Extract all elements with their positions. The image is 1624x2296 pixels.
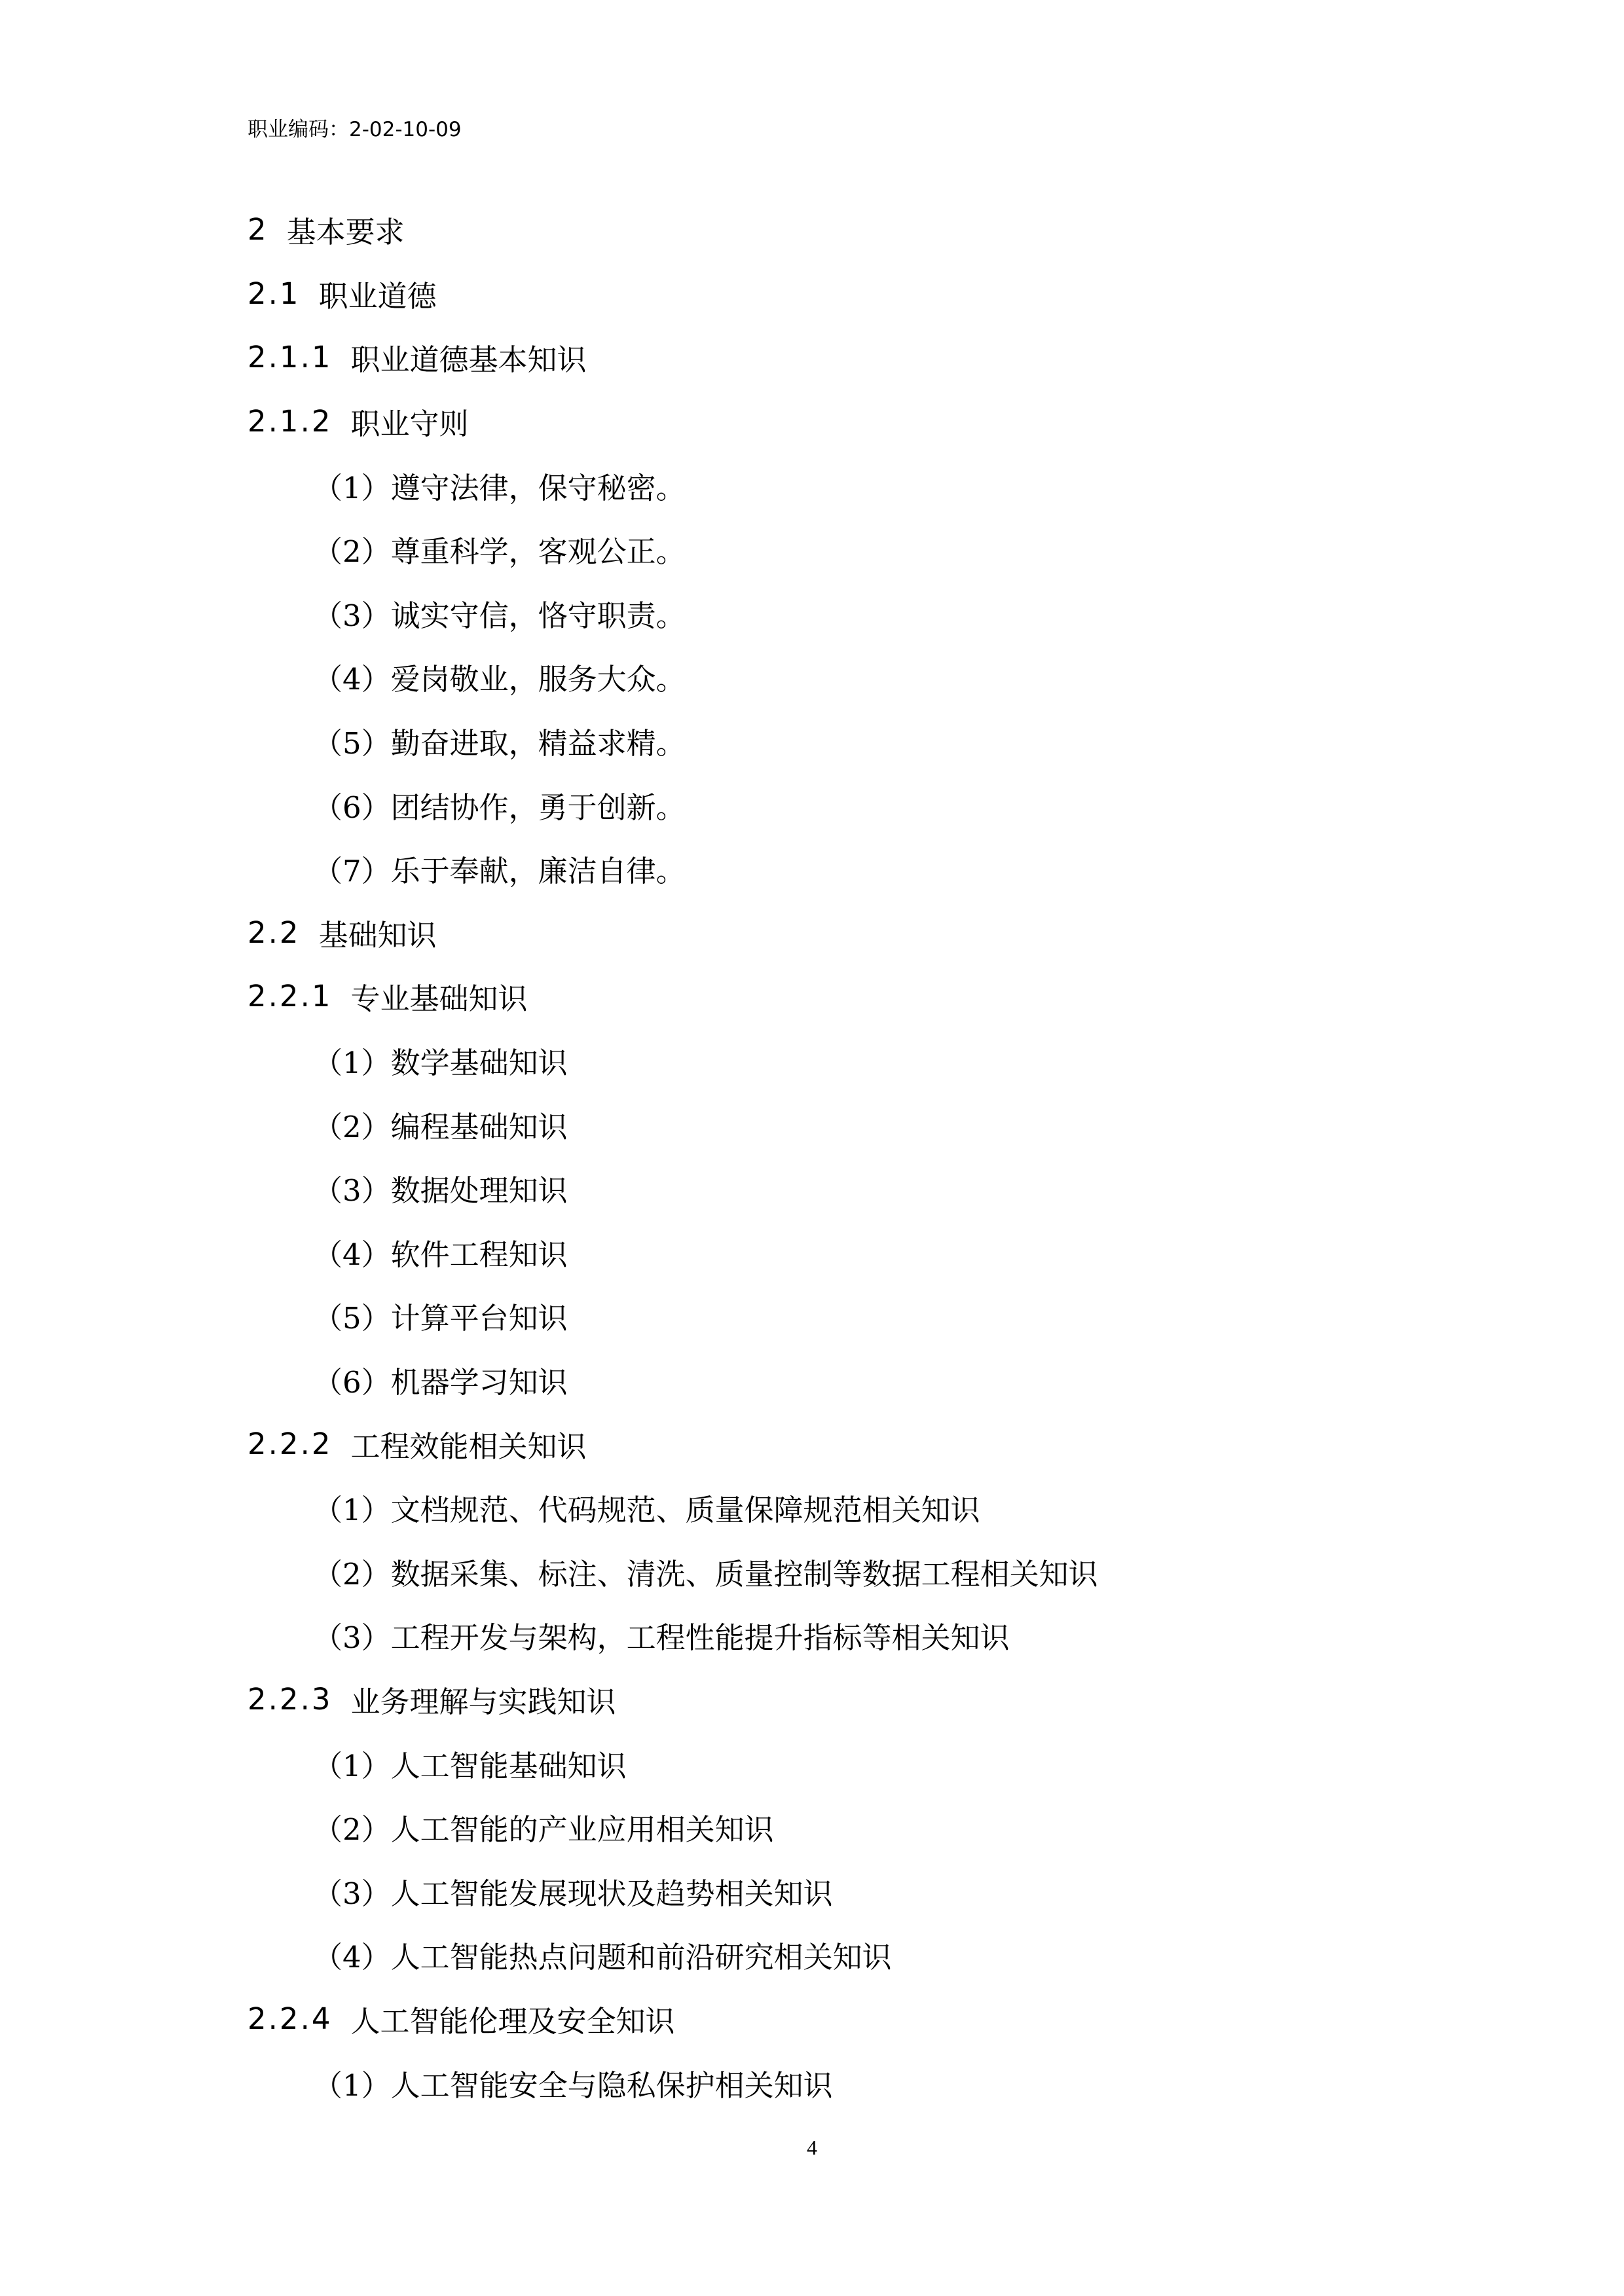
list-item bbox=[248, 1731, 1492, 1795]
section-number: 2.1.1 bbox=[248, 340, 333, 375]
section-number: 2.2.3 bbox=[248, 1681, 333, 1717]
list-item-text: （3）工程开发与架构，工程性能提升指标等相关知识 bbox=[313, 1620, 1010, 1656]
section-heading bbox=[248, 390, 1492, 454]
list-item-text: （2）编程基础知识 bbox=[313, 1109, 568, 1144]
section-heading bbox=[248, 1412, 1492, 1476]
list-item bbox=[248, 1029, 1492, 1093]
list-item-text: （5）勤奋进取，精益求精。 bbox=[313, 726, 686, 761]
list-item-text: （1）数学基础知识 bbox=[313, 1046, 568, 1081]
list-item bbox=[248, 709, 1492, 773]
list-item bbox=[248, 1603, 1492, 1667]
section-title: 专业基础知识 bbox=[350, 981, 528, 1017]
section-heading bbox=[248, 1987, 1492, 2051]
list-item bbox=[248, 1859, 1492, 1923]
list-item-text: （7）乐于奉献，廉洁自律。 bbox=[313, 854, 686, 889]
list-item-text: （4）软件工程知识 bbox=[313, 1237, 568, 1272]
document-body bbox=[248, 198, 1492, 2115]
section-title: 基础知识 bbox=[318, 917, 437, 953]
list-item bbox=[248, 645, 1492, 709]
list-item-text: （3）人工智能发展现状及趋势相关知识 bbox=[313, 1876, 833, 1911]
list-item-text: （1）人工智能基础知识 bbox=[313, 1748, 627, 1783]
section-title: 业务理解与实践知识 bbox=[350, 1684, 616, 1719]
list-item bbox=[248, 581, 1492, 646]
section-number: 2.2 bbox=[248, 915, 301, 950]
list-item-text: （3）数据处理知识 bbox=[313, 1173, 568, 1209]
list-item bbox=[248, 1795, 1492, 1859]
list-item bbox=[248, 1284, 1492, 1348]
list-item bbox=[248, 1539, 1492, 1603]
list-item-text: （1）文档规范、代码规范、质量保障规范相关知识 bbox=[313, 1493, 980, 1528]
list-item bbox=[248, 453, 1492, 517]
section-heading bbox=[248, 964, 1492, 1029]
list-item-text: （2）数据采集、标注、清洗、质量控制等数据工程相关知识 bbox=[313, 1556, 1098, 1592]
section-title: 职业守则 bbox=[350, 407, 469, 442]
list-item-text: （5）计算平台知识 bbox=[313, 1301, 568, 1336]
section-number: 2.2.4 bbox=[248, 2001, 333, 2036]
list-item bbox=[248, 1476, 1492, 1540]
list-item-text: （4）爱岗敬业，服务大众。 bbox=[313, 662, 686, 697]
section-title: 职业道德基本知识 bbox=[350, 342, 587, 378]
list-item bbox=[248, 1156, 1492, 1220]
section-title: 工程效能相关知识 bbox=[350, 1429, 587, 1464]
list-item-text: （2）人工智能的产业应用相关知识 bbox=[313, 1812, 774, 1848]
section-heading bbox=[248, 1667, 1492, 1732]
section-title: 职业道德 bbox=[318, 278, 437, 314]
list-item-text: （6）团结协作，勇于创新。 bbox=[313, 790, 686, 825]
list-item-text: （6）机器学习知识 bbox=[313, 1364, 568, 1400]
list-item bbox=[248, 837, 1492, 901]
list-item bbox=[248, 1348, 1492, 1412]
section-title: 基本要求 bbox=[286, 215, 405, 250]
section-number: 2.1.2 bbox=[248, 404, 333, 439]
list-item bbox=[248, 2050, 1492, 2115]
list-item-text: （2）尊重科学，客观公正。 bbox=[313, 534, 686, 570]
section-number: 2.1 bbox=[248, 276, 301, 311]
section-heading bbox=[248, 901, 1492, 965]
list-item bbox=[248, 773, 1492, 837]
section-number: 2.2.1 bbox=[248, 979, 333, 1014]
section-number: 2.2.2 bbox=[248, 1426, 333, 1461]
list-item-text: （4）人工智能热点问题和前沿研究相关知识 bbox=[313, 1940, 892, 1975]
section-number: 2 bbox=[248, 212, 268, 247]
list-item-text: （3）诚实守信，恪守职责。 bbox=[313, 598, 686, 633]
list-item bbox=[248, 1220, 1492, 1285]
list-item-text: （1）人工智能安全与隐私保护相关知识 bbox=[313, 2068, 833, 2103]
section-heading bbox=[248, 198, 1492, 262]
section-heading bbox=[248, 325, 1492, 390]
list-item bbox=[248, 1092, 1492, 1156]
page-number: 4 bbox=[807, 2136, 817, 2159]
occupation-code: 职业编码：2-02-10-09 bbox=[248, 118, 462, 141]
list-item bbox=[248, 1923, 1492, 1987]
list-item-text: （1）遵守法律，保守秘密。 bbox=[313, 470, 686, 505]
list-item bbox=[248, 517, 1492, 581]
section-heading bbox=[248, 262, 1492, 326]
section-title: 人工智能伦理及安全知识 bbox=[350, 2003, 675, 2039]
